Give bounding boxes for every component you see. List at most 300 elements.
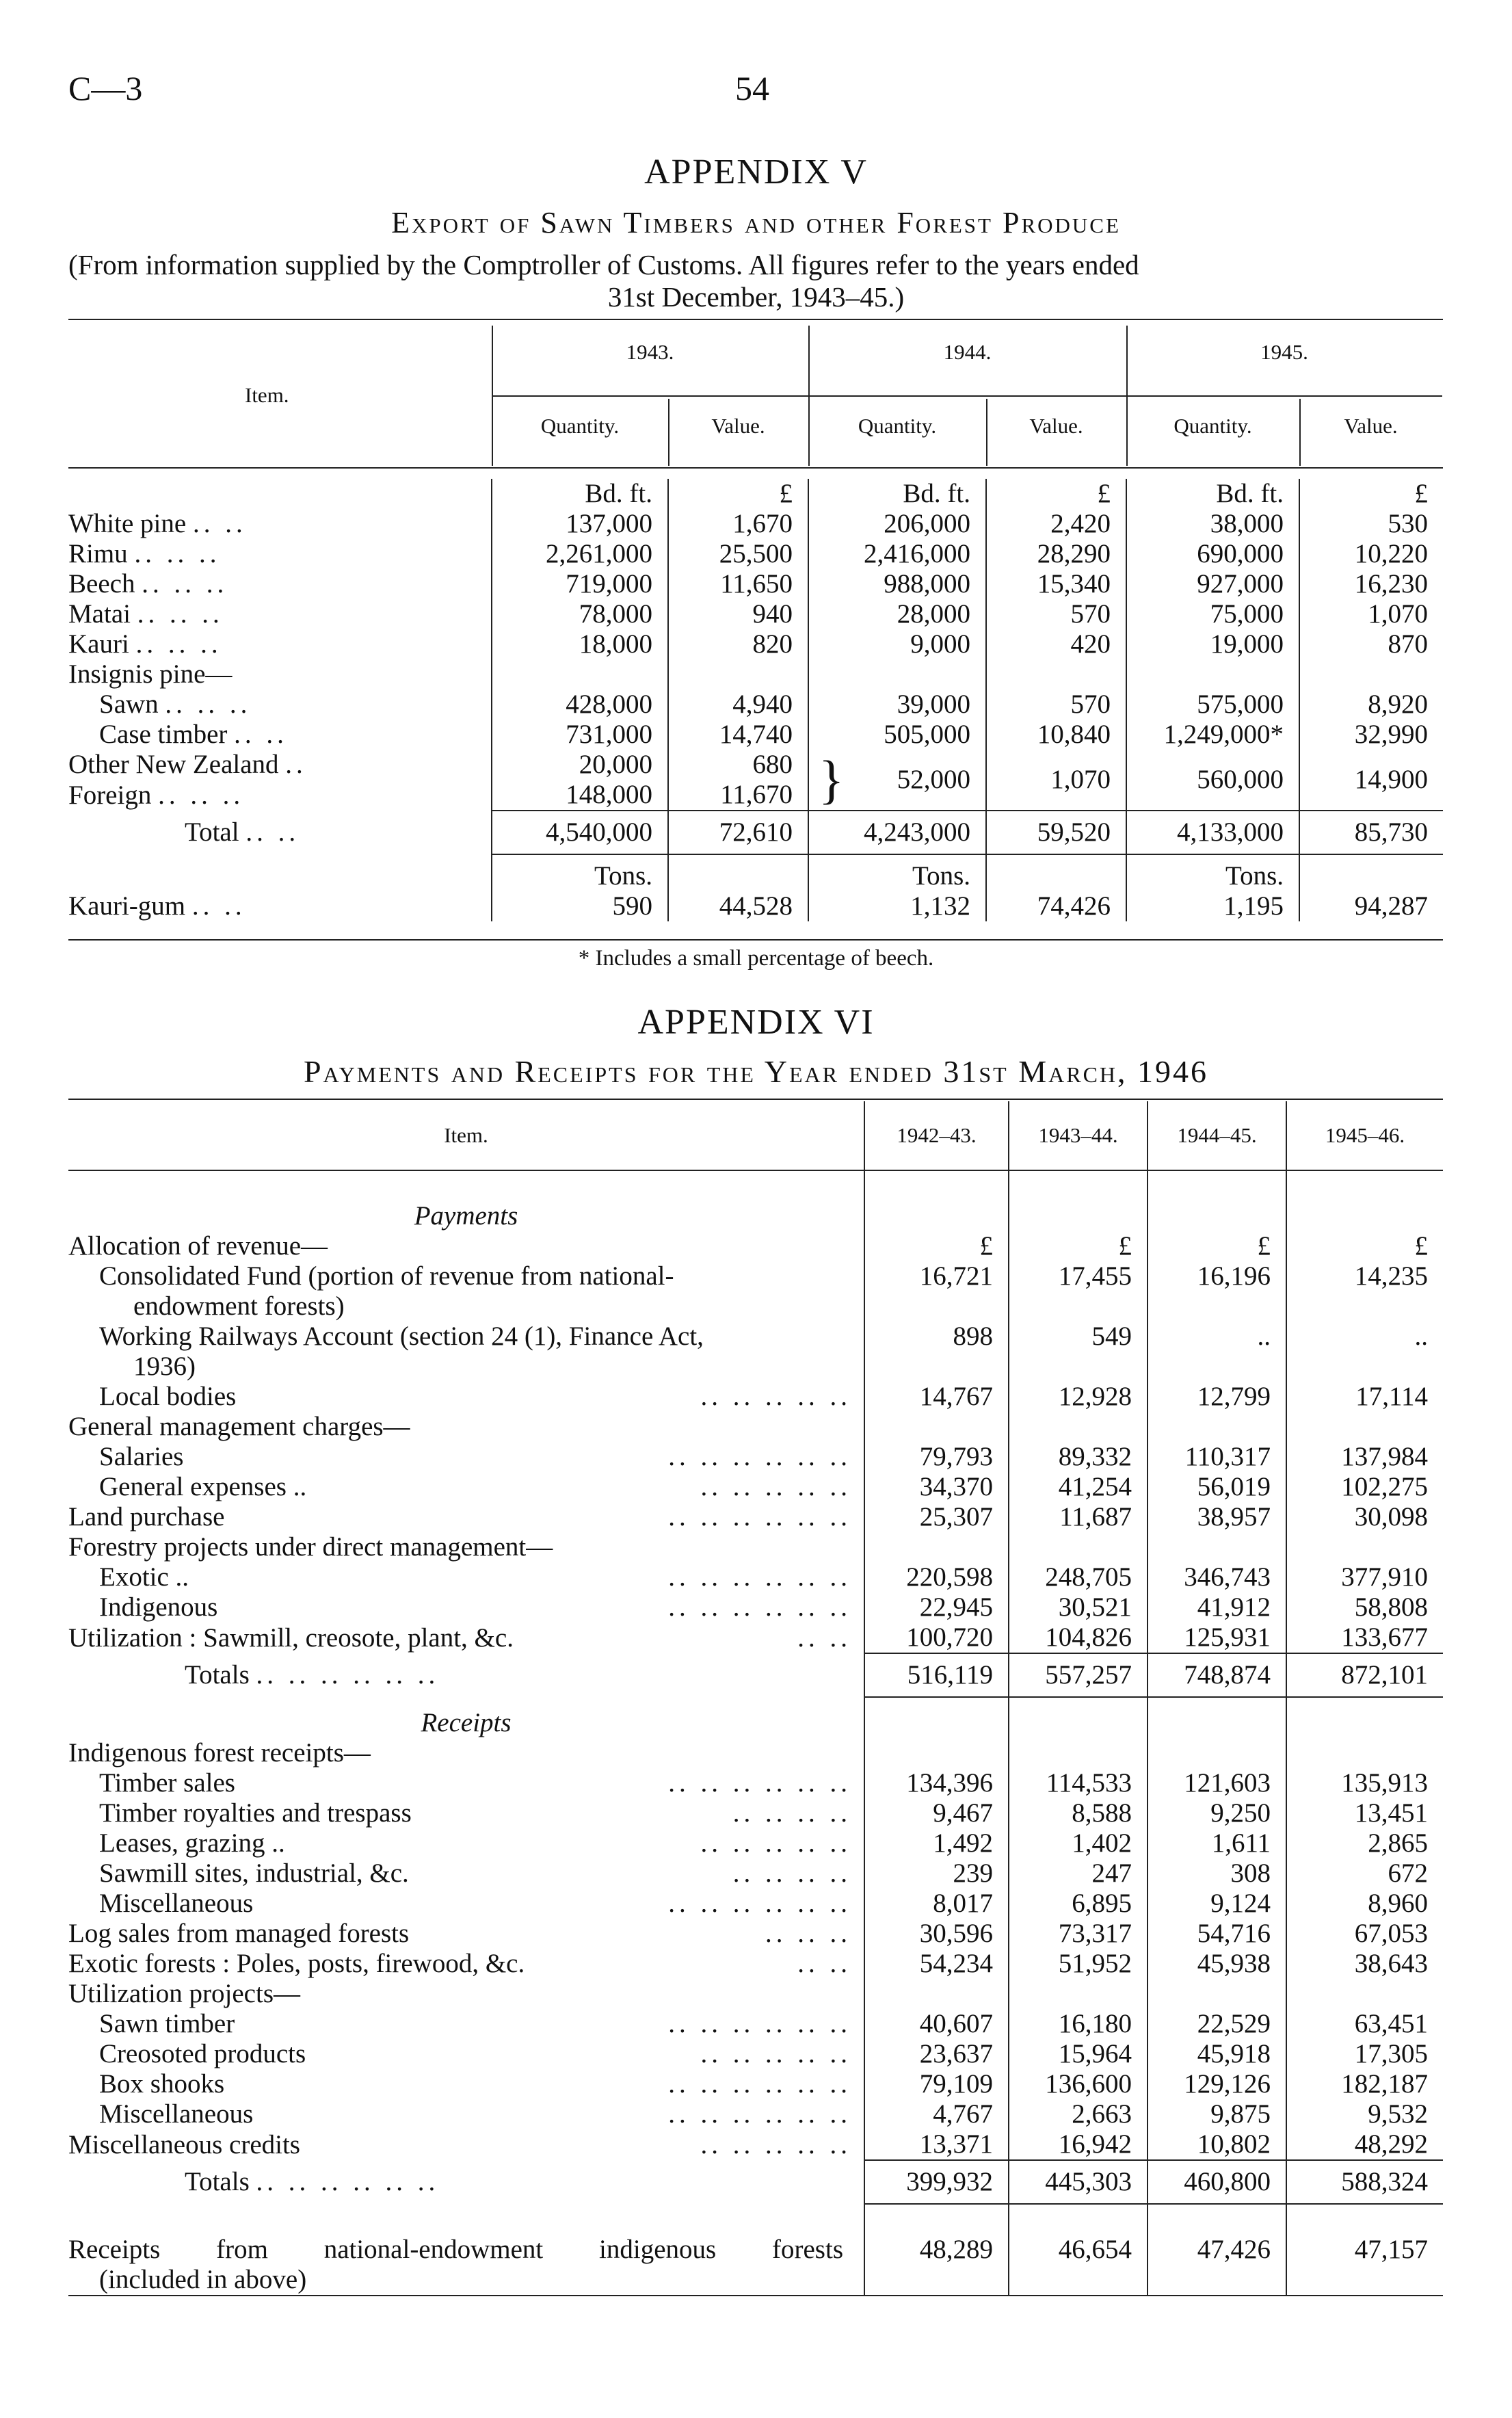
- year-1943: 1943.: [626, 340, 674, 364]
- row-label: Totals: [185, 2167, 250, 2196]
- row-label: Allocation of revenue—: [68, 1231, 328, 1261]
- cell: 12,799: [1148, 1382, 1286, 1412]
- cell: 148,000: [492, 780, 668, 811]
- cell: 1,492: [864, 1828, 1009, 1858]
- row-label: Creosoted products: [99, 2039, 306, 2068]
- cell: [1009, 1738, 1148, 1768]
- cell: 51,952: [1009, 1949, 1148, 1979]
- table-row: [68, 2129, 1443, 2160]
- cell: 1,132: [808, 891, 986, 921]
- row-label: Utilization projects—: [68, 1979, 301, 2008]
- unit-label: £: [1299, 479, 1443, 509]
- table-row: [68, 509, 1443, 539]
- row-label: Box shooks: [99, 2069, 225, 2099]
- row-label: Exotic ..: [99, 1562, 189, 1592]
- brace-icon: }: [819, 750, 845, 809]
- cell: 940: [668, 599, 808, 629]
- cell: 45,918: [1148, 2039, 1286, 2069]
- cell: 445,303: [1009, 2160, 1148, 2204]
- cell: 38,643: [1286, 1949, 1443, 1979]
- cell: £: [1148, 1231, 1286, 1261]
- col-value: Value.: [1344, 414, 1398, 438]
- cell: 14,767: [864, 1382, 1009, 1412]
- cell: 748,874: [1148, 1653, 1286, 1697]
- cell: 15,964: [1009, 2039, 1148, 2069]
- cell: 129,126: [1148, 2069, 1286, 2099]
- row-label: 1936): [133, 1352, 196, 1381]
- cell: 530: [1299, 509, 1443, 539]
- year-header: 1943–44.: [1009, 1101, 1148, 1170]
- row-label: White pine: [68, 509, 187, 538]
- table-row: [68, 1291, 1443, 1322]
- cell: 13,451: [1286, 1798, 1443, 1828]
- cell: ..: [1286, 1322, 1443, 1352]
- cell: 346,743: [1148, 1562, 1286, 1592]
- unit-label: £: [668, 479, 808, 509]
- table-row: [68, 1261, 1443, 1291]
- cell: 56,019: [1148, 1472, 1286, 1502]
- appendix-v-source-note: (From information supplied by the Comptroller of Customs. All figures refer to the years ended: [68, 249, 1139, 280]
- leader-dots: .. .. .. .. ..: [700, 1828, 851, 1858]
- cell: 1,070: [1299, 599, 1443, 629]
- year-header: 1942–43.: [864, 1101, 1009, 1170]
- cell: 2,416,000: [808, 539, 986, 569]
- year-1945: 1945.: [1260, 340, 1308, 364]
- total-row: [68, 1653, 1443, 1697]
- cell: 16,230: [1299, 569, 1443, 599]
- leader-dots: .. .. .. .. ..: [700, 1472, 851, 1501]
- cell: 67,053: [1286, 1919, 1443, 1949]
- table-row: [68, 1412, 1443, 1442]
- cell: 125,931: [1148, 1622, 1286, 1653]
- cell: 30,098: [1286, 1502, 1443, 1532]
- cell: [1009, 1412, 1148, 1442]
- leader-dots: .. .. .. ..: [732, 1798, 851, 1828]
- cell: [1148, 1979, 1286, 2009]
- payments-receipts-table: [68, 1101, 1443, 2296]
- cell: [1286, 1291, 1443, 1322]
- table-row: [68, 1828, 1443, 1858]
- cell: 20,000: [492, 750, 668, 780]
- cell: [864, 1291, 1009, 1322]
- cell: [1148, 1291, 1286, 1322]
- cell: 45,938: [1148, 1949, 1286, 1979]
- cell: 1,249,000*: [1126, 720, 1299, 750]
- cell: } 52,000: [808, 750, 986, 811]
- leader-dots: .. .. .. .. .. ..: [668, 2009, 851, 2038]
- table-row: [68, 720, 1443, 750]
- cell: 104,826: [1009, 1622, 1148, 1653]
- leader-dots: .. .. .. .. .. ..: [668, 1592, 851, 1622]
- table-row: [68, 599, 1443, 629]
- unit-label: Tons.: [1126, 854, 1299, 891]
- unit-label: Bd. ft.: [1126, 479, 1299, 509]
- cell: 137,000: [492, 509, 668, 539]
- row-label: Kauri-gum: [68, 891, 186, 921]
- cell: [1286, 1352, 1443, 1382]
- table-row: [68, 1889, 1443, 1919]
- table-row: [68, 1352, 1443, 1382]
- cell: [864, 1412, 1009, 1442]
- table-row: [68, 1858, 1443, 1889]
- cell: 560,000: [1126, 750, 1299, 811]
- leader-dots: .. .. .. .. .. ..: [668, 1562, 851, 1592]
- appendix-v-source-note-2: 31st December, 1943–45.): [607, 281, 905, 313]
- row-label: endowment forests): [133, 1291, 345, 1321]
- row-label: Timber sales: [99, 1768, 235, 1798]
- cell: 182,187: [1286, 2069, 1443, 2099]
- table-row: [68, 2039, 1443, 2069]
- row-label: Leases, grazing ..: [99, 1828, 285, 1858]
- cell: 719,000: [492, 569, 668, 599]
- leader-dots: .. .. .. .. .. ..: [668, 1502, 851, 1532]
- table-row: [68, 1231, 1443, 1261]
- row-label: Utilization : Sawmill, creosote, plant, &c.: [68, 1622, 514, 1653]
- unit-label: Bd. ft.: [808, 479, 986, 509]
- row-label: General management charges—: [68, 1412, 410, 1441]
- cell: 11,650: [668, 569, 808, 599]
- table-row: [68, 1738, 1443, 1768]
- cell: 47,426: [1148, 2235, 1286, 2265]
- footnote: * Includes a small percentage of beech.: [578, 946, 934, 971]
- cell: 10,802: [1148, 2129, 1286, 2160]
- cell: 672: [1286, 1858, 1443, 1889]
- table-row: [68, 2009, 1443, 2039]
- cell: 731,000: [492, 720, 668, 750]
- leader-dots: .. .. .. .. .. ..: [256, 1660, 440, 1690]
- cell: 110,317: [1148, 1442, 1286, 1472]
- table-row: [68, 1768, 1443, 1798]
- cell: £: [1286, 1231, 1443, 1261]
- cell: 575,000: [1126, 689, 1299, 720]
- cell: [1009, 1352, 1148, 1382]
- cell: 420: [986, 629, 1126, 659]
- cell: 11,670: [668, 780, 808, 811]
- cell: 85,730: [1299, 811, 1443, 854]
- leader-dots: .. ..: [797, 1949, 851, 1978]
- row-label: Total: [185, 817, 239, 847]
- cell: [1009, 1979, 1148, 2009]
- table-row: [68, 2069, 1443, 2099]
- col-quantity: Quantity.: [1173, 414, 1252, 438]
- table-row: [68, 1622, 1443, 1653]
- appendix-v-title: APPENDIX V: [644, 153, 868, 192]
- row-label: Miscellaneous: [99, 1889, 254, 1918]
- cell: 28,000: [808, 599, 986, 629]
- row-label: Matai: [68, 599, 131, 629]
- cell: 9,000: [808, 629, 986, 659]
- row-label: General expenses ..: [99, 1472, 307, 1501]
- cell: 9,467: [864, 1798, 1009, 1828]
- cell: 872,101: [1286, 1653, 1443, 1697]
- cell: 820: [668, 629, 808, 659]
- cell: 63,451: [1286, 2009, 1443, 2039]
- cell: 28,290: [986, 539, 1126, 569]
- cell: 48,292: [1286, 2129, 1443, 2160]
- cell: 8,588: [1009, 1798, 1148, 1828]
- cell: 308: [1148, 1858, 1286, 1889]
- rule: [68, 319, 1443, 320]
- cell: 2,261,000: [492, 539, 668, 569]
- cell: 1,670: [668, 509, 808, 539]
- cell: [1148, 1532, 1286, 1562]
- row-label: Receipts from national-endowment indigenous forests: [68, 2235, 843, 2264]
- cell: 89,332: [1009, 1442, 1148, 1472]
- cell: [1286, 1979, 1443, 2009]
- appendix-v-subtitle: Export of Sawn Timbers and other Forest Produce: [391, 206, 1121, 239]
- table-row: [68, 1592, 1443, 1622]
- leader-dots: .. .. ..: [142, 569, 228, 599]
- cell: 4,540,000: [492, 811, 668, 854]
- leader-dots: .. .. ..: [135, 629, 222, 659]
- row-label: Foreign: [68, 780, 152, 810]
- cell: 549: [1009, 1322, 1148, 1352]
- cell: 14,900: [1299, 750, 1443, 811]
- cell: [1286, 1532, 1443, 1562]
- cell: 47,157: [1286, 2235, 1443, 2265]
- row-label: Miscellaneous: [99, 2099, 254, 2129]
- cell: 590: [492, 891, 668, 921]
- row-label: Indigenous: [99, 1592, 218, 1622]
- cell: 4,133,000: [1126, 811, 1299, 854]
- leader-dots: .. ..: [191, 891, 246, 921]
- unit-label: Tons.: [492, 854, 668, 891]
- cell: 74,426: [986, 891, 1126, 921]
- cell: 16,180: [1009, 2009, 1148, 2039]
- row-label: Case timber: [99, 720, 228, 749]
- cell: 2,420: [986, 509, 1126, 539]
- row-label: Rimu: [68, 539, 128, 568]
- cell: 54,716: [1148, 1919, 1286, 1949]
- cell: 72,610: [668, 811, 808, 854]
- cell: 8,017: [864, 1889, 1009, 1919]
- row-label: Log sales from managed forests: [68, 1919, 410, 1948]
- row-label: Sawmill sites, industrial, &c.: [99, 1858, 409, 1888]
- cell: 8,960: [1286, 1889, 1443, 1919]
- cell: 40,607: [864, 2009, 1009, 2039]
- cell: 134,396: [864, 1768, 1009, 1798]
- cell: 2,663: [1009, 2099, 1148, 2129]
- table-row: [68, 1382, 1443, 1412]
- leader-dots: .. ..: [192, 509, 247, 538]
- cell: 10,220: [1299, 539, 1443, 569]
- cell: £: [1009, 1231, 1148, 1261]
- table-row: [68, 1442, 1443, 1472]
- leader-dots: ..: [285, 750, 307, 779]
- table-row: [68, 1562, 1443, 1592]
- cell: 239: [864, 1858, 1009, 1889]
- cell: 4,243,000: [808, 811, 986, 854]
- cell: 9,875: [1148, 2099, 1286, 2129]
- cell: 15,340: [986, 569, 1126, 599]
- row-label: (included in above): [99, 2265, 307, 2294]
- leader-dots: .. ..: [234, 720, 288, 749]
- item-header: Item.: [245, 383, 289, 407]
- cell: 79,793: [864, 1442, 1009, 1472]
- total-row: [68, 811, 1443, 854]
- cell: £: [864, 1231, 1009, 1261]
- cell: 570: [986, 689, 1126, 720]
- cell: [1148, 1738, 1286, 1768]
- cell: 9,124: [1148, 1889, 1286, 1919]
- cell: 30,596: [864, 1919, 1009, 1949]
- row-label: Indigenous forest receipts—: [68, 1738, 371, 1767]
- table-row: [68, 1472, 1443, 1502]
- total-row: [68, 2160, 1443, 2204]
- cell: 9,532: [1286, 2099, 1443, 2129]
- year-header: 1944–45.: [1148, 1101, 1286, 1170]
- cell: 6,895: [1009, 1889, 1148, 1919]
- table-row: [68, 750, 1443, 780]
- row-label: Miscellaneous credits: [68, 2129, 300, 2159]
- row-label: Working Railways Account (section 24 (1), Finance Act,: [99, 1322, 704, 1351]
- cell: 1,195: [1126, 891, 1299, 921]
- table-row: [68, 891, 1443, 921]
- leader-dots: .. .. .. .. .. ..: [668, 1442, 851, 1471]
- section-heading: Receipts: [421, 1708, 512, 1737]
- row-label: Consolidated Fund (portion of revenue from national-: [99, 1261, 674, 1291]
- cell: 570: [986, 599, 1126, 629]
- cell: 34,370: [864, 1472, 1009, 1502]
- cell: 16,721: [864, 1261, 1009, 1291]
- appendix-vi-title: APPENDIX VI: [637, 1003, 875, 1042]
- cell: 1,402: [1009, 1828, 1148, 1858]
- cell: 44,528: [668, 891, 808, 921]
- leader-dots: .. .. ..: [165, 689, 252, 719]
- cell: 4,767: [864, 2099, 1009, 2129]
- cell: 377,910: [1286, 1562, 1443, 1592]
- cell: 2,865: [1286, 1828, 1443, 1858]
- cell: 18,000: [492, 629, 668, 659]
- unit-label: Tons.: [808, 854, 986, 891]
- cell: 102,275: [1286, 1472, 1443, 1502]
- col-quantity: Quantity.: [858, 414, 937, 438]
- row-label: Sawn timber: [99, 2009, 235, 2038]
- cell: 428,000: [492, 689, 668, 720]
- row-label: Timber royalties and trespass: [99, 1798, 412, 1828]
- col-quantity: Quantity.: [540, 414, 620, 438]
- cell: 94,287: [1299, 891, 1443, 921]
- cell: 38,000: [1126, 509, 1299, 539]
- cell: 38,957: [1148, 1502, 1286, 1532]
- cell: 680: [668, 750, 808, 780]
- cell: 988,000: [808, 569, 986, 599]
- cell: 114,533: [1009, 1768, 1148, 1798]
- cell: 75,000: [1126, 599, 1299, 629]
- table-row: [68, 539, 1443, 569]
- leader-dots: .. .. .. .. .. ..: [668, 2069, 851, 2099]
- cell: 1,611: [1148, 1828, 1286, 1858]
- table-row: [68, 1949, 1443, 1979]
- row-label: Insignis pine—: [68, 659, 233, 689]
- row-label: Land purchase: [68, 1502, 225, 1532]
- cell: 247: [1009, 1858, 1148, 1889]
- row-label: Salaries: [99, 1442, 184, 1471]
- cell: 100,720: [864, 1622, 1009, 1653]
- cell: [1009, 1532, 1148, 1562]
- table-row: [68, 1322, 1443, 1352]
- cell: 25,500: [668, 539, 808, 569]
- cell: 10,840: [986, 720, 1126, 750]
- table-row: [68, 1532, 1443, 1562]
- cell: 32,990: [1299, 720, 1443, 750]
- table-row: [68, 1798, 1443, 1828]
- row-label: Exotic forests : Poles, posts, firewood, &c.: [68, 1949, 525, 1978]
- cell: 399,932: [864, 2160, 1009, 2204]
- cell: [864, 1979, 1009, 2009]
- cell: 41,254: [1009, 1472, 1148, 1502]
- cell: 41,912: [1148, 1592, 1286, 1622]
- cell: 4,940: [668, 689, 808, 720]
- leader-dots: .. .. ..: [158, 780, 245, 810]
- cell: 8,920: [1299, 689, 1443, 720]
- leader-dots: .. .. ..: [134, 539, 221, 568]
- cell: 17,305: [1286, 2039, 1443, 2069]
- cell: 25,307: [864, 1502, 1009, 1532]
- row-label: Totals: [185, 1660, 250, 1690]
- table-row: [68, 1979, 1443, 2009]
- cell: 220,598: [864, 1562, 1009, 1592]
- row-label: Sawn: [99, 689, 159, 719]
- leader-dots: .. .. ..: [137, 599, 224, 629]
- leader-dots: .. ..: [797, 1622, 851, 1653]
- unit-label: £: [986, 479, 1126, 509]
- table-row: [68, 569, 1443, 599]
- cell: 79,109: [864, 2069, 1009, 2099]
- cell: 11,687: [1009, 1502, 1148, 1532]
- page-code: C—3: [68, 69, 143, 107]
- cell: 73,317: [1009, 1919, 1148, 1949]
- section-heading: Payments: [414, 1201, 518, 1231]
- cell: 206,000: [808, 509, 986, 539]
- cell: 1,070: [986, 750, 1126, 811]
- row-label: Forestry projects under direct management—: [68, 1532, 553, 1562]
- cell: [1286, 1412, 1443, 1442]
- cell: 78,000: [492, 599, 668, 629]
- export-table: [68, 479, 1443, 921]
- cell: [864, 1352, 1009, 1382]
- cell: 136,600: [1009, 2069, 1148, 2099]
- leader-dots: .. .. .. .. .. ..: [668, 2099, 851, 2129]
- cell: 39,000: [808, 689, 986, 720]
- row-label: Local bodies: [99, 1382, 237, 1411]
- cell: 30,521: [1009, 1592, 1148, 1622]
- page-number: 54: [735, 69, 769, 107]
- table-row: [68, 689, 1443, 720]
- cell: 460,800: [1148, 2160, 1286, 2204]
- cell: ..: [1148, 1322, 1286, 1352]
- row-label: Beech: [68, 569, 135, 599]
- cell: [1009, 1291, 1148, 1322]
- cell: 135,913: [1286, 1768, 1443, 1798]
- cell: 927,000: [1126, 569, 1299, 599]
- leader-dots: .. .. .. .. ..: [700, 1382, 851, 1411]
- row-label: Other New Zealand: [68, 750, 279, 779]
- cell: 870: [1299, 629, 1443, 659]
- cell: 12,928: [1009, 1382, 1148, 1412]
- cell: 14,235: [1286, 1261, 1443, 1291]
- table-row: [68, 2235, 1443, 2265]
- cell: 59,520: [986, 811, 1126, 854]
- cell: [1148, 1412, 1286, 1442]
- cell: 121,603: [1148, 1768, 1286, 1798]
- year-1944: 1944.: [943, 340, 992, 364]
- cell: 46,654: [1009, 2235, 1148, 2265]
- cell: 54,234: [864, 1949, 1009, 1979]
- cell: 9,250: [1148, 1798, 1286, 1828]
- leader-dots: .. .. .. .. .. ..: [668, 1768, 851, 1798]
- table-row: [68, 1919, 1443, 1949]
